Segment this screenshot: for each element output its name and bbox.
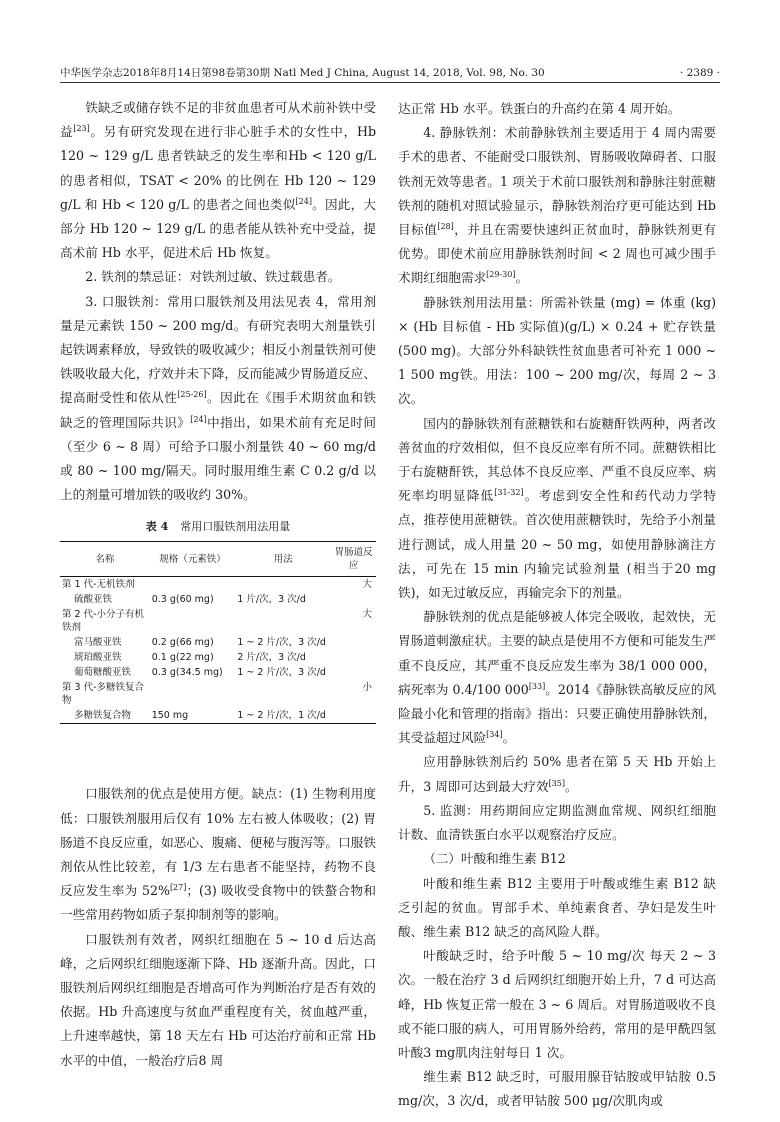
table-cell-usage: 1 片/次，3 次/d (237, 594, 306, 606)
paragraph: 静脉铁剂的优点是能够被人体完全吸收，起效快，无胃肠道刺激症状。主要的缺点是使用不方便和可能发生严重不良反应，其严重不良反应发生率为 38/1 000 000，病死率为 0.4/100 000[33]。2014《静脉铁高敏反应的风险最小化和管理的指南》指出：只要正确使用静脉铁剂，其受益超过风险[34]。 (398, 609, 716, 746)
table-cell-risk: 大 (362, 609, 372, 621)
column-header: 规格（元素铁） (159, 553, 226, 565)
table-cell-risk (331, 665, 376, 680)
table-row (60, 577, 376, 593)
table-cell-usage: 1 ~ 2 片/次，3 次/d (237, 637, 326, 649)
table-cell-risk (331, 635, 376, 650)
citation-ref: [31-32] (494, 488, 524, 498)
paragraph: 叶酸和维生素 B12 主要用于叶酸或维生素 B12 缺乏引起的贫血。胃部手术、单纯素食者、孕妇是发生叶酸、维生素 B12 缺乏的高风险人群。 (398, 875, 716, 939)
table-label: 表 4 (145, 520, 169, 534)
citation-ref: [25-26] (177, 390, 207, 400)
paragraph: 应用静脉铁剂后约 50% 患者在第 5 天 Hb 开始上升，3 周即可达到最大疗效[35]。 (398, 754, 716, 794)
section-heading: （二）叶酸和维生素 B12 (423, 851, 566, 867)
table-row (60, 592, 376, 607)
paragraph: 达正常 Hb 水平。铁蛋白的升高约在第 4 周开始。 (398, 101, 681, 116)
table-cell-usage (235, 577, 331, 593)
table-cell-usage: 1 ~ 2 片/次，1 次/d (237, 710, 326, 722)
table-row (60, 680, 376, 708)
citation-ref: [27] (169, 883, 187, 893)
citation-ref: [23] (73, 124, 90, 134)
table-cell-name: 葡萄糖酸亚铁 (74, 667, 132, 679)
left-column (60, 96, 376, 1073)
table-cell-risk: 大 (362, 579, 372, 591)
right-column (398, 97, 716, 1114)
citation-ref: [24] (190, 414, 207, 424)
citation-ref: [35] (548, 778, 565, 788)
table-cell-name: 多糖铁复合物 (74, 710, 132, 722)
table-cell-usage (235, 680, 331, 708)
paragraph: 国内的静脉铁剂有蔗糖铁和右旋糖酐铁两种，两者改善贫血的疗效相似，但不良反应率有所不同。蔗糖铁相比于右旋糖酐铁，其总体不良反应率、严重不良反应率、病死率均明显降低[31-32]。考虑到安全性和药代动力学特点，推荐使用蔗糖铁。首次使用蔗糖铁时，先给予小剂量进行测试，成人用量 20 ~ 50 mg，如使用静脉滴注方法，可先在 15 min 内输完试验剂量 (相当于20 mg铁)，如无过敏反应，再输完余下的剂量。 (398, 415, 717, 601)
paragraph: 铁缺乏或储存铁不足的非贫血患者可从术前补铁中受益[23]。另有研究发现在进行非心脏手术的女性中，Hb 120 ~ 129 g/L 患者铁缺乏的发生率和Hb < 120 g/L 的患者相似，TSAT < 20% 的比例在 Hb 120 ~ 129 g/L 和 Hb < 120 g/L 的患者之间也类似[24]。因此，大部分 Hb 120 ~ 129 g/L 的患者能从铁补充中受益，提高术前 Hb 水平，促进术后 Hb 恢复。 (60, 100, 377, 261)
table-title: 常用口服铁剂用法用量 (180, 520, 291, 534)
oral-iron-table (60, 541, 376, 724)
paragraph: 5. 监测：用药期间应定期监测血常规、网织红细胞计数、血清铁蛋白水平以观察治疗反应。 (398, 802, 716, 843)
running-header (60, 64, 720, 83)
table-row (60, 665, 376, 680)
table-cell-spec: 150 mg (151, 710, 189, 722)
paragraph: 叶酸缺乏时，给予叶酸 5 ~ 10 mg/次 每天 2 ~ 3 次。一般在治疗 3 d 后网织红细胞开始上升，7 d 可达高峰，Hb 恢复正常一般在 3 ~ 6 周后。对胃肠道吸收不良或不能口服的病人，可用胃肠外给药，常用的是甲酰四氢叶酸3 mg肌肉注射每日 1 次。 (398, 948, 716, 1060)
table-header-row (60, 542, 376, 577)
table-cell-risk (331, 650, 376, 665)
table-row (60, 708, 376, 724)
table-row (60, 635, 376, 650)
table-cell-spec (150, 680, 236, 708)
column-header: 胃肠道反应 (334, 547, 373, 572)
journal-citation: 中华医学杂志2018年8月14日第98卷第30期 Natl Med J China, August 14, 2018, Vol. 98, No. 30 (60, 67, 545, 79)
table-cell-spec: 0.2 g(66 mg) (151, 637, 214, 649)
paragraph: 3. 口服铁剂：常用口服铁剂及用法见表 4，常用剂量是元素铁 150 ~ 200 mg/d。有研究表明大剂量铁引起铁调素释放，导致铁的吸收减少；相反小剂量铁剂可使铁吸收最大化，疗效并未下降，反而能减少胃肠道反应、提高耐受性和依从性[25-26]。因此在《围手术期贫血和铁缺乏的管理国际共识》[24]中指出，如果术前有充足时间（至少 6 ~ 8 周）可给予口服小剂量铁 40 ~ 60 mg/d 或 80 ~ 100 mg/隔天。同时服用维生素 C 0.2 g/d 以上的剂量可增加铁的吸收约 30%。 (60, 293, 377, 503)
table-cell-usage (235, 607, 331, 635)
table-cell-usage: 2 片/次，3 次/d (237, 652, 306, 664)
table-cell-name: 硫酸亚铁 (74, 594, 113, 606)
column-header: 用法 (273, 553, 293, 565)
table-cell-usage: 1 ~ 2 片/次，3 次/d (237, 667, 326, 679)
paragraph: 维生素 B12 缺乏时，可服用腺苷钴胺或甲钴胺 0.5 mg/次，3 次/d，或者甲钴胺 500 μg/次肌肉或 (398, 1069, 716, 1109)
paragraph: 静脉铁剂用法用量：所需补铁量 (mg) = 体重 (kg) × (Hb 目标值 - Hb 实际值)(g/L) × 0.24 + 贮存铁量 (500 mg)。大部分外科缺铁性贫血患者可补充 1 000 ~ 1 500 mg铁。用法：100 ~ 200 mg/次，每周 2 ~ 3 次。 (398, 294, 716, 407)
table-cell-risk: 小 (362, 682, 372, 694)
table-caption (60, 519, 376, 535)
page-number: · 2389 · (679, 67, 720, 79)
paragraph: 口服铁剂的优点是使用方便。缺点：(1) 生物利用度低：口服铁剂服用后仅有 10% 左右被人体吸收；(2) 胃肠道不良反应重，如恶心、腹痛、便秘与腹泻等。口服铁剂依从性比较差，有 1/3 左右患者不能坚持，药物不良反应发生率为 52%[27]；(3) 吸收受食物中的铁螯合物和一些常用药物如质子泵抑制剂等的影响。 (60, 786, 376, 923)
citation-ref: [34] (486, 730, 503, 740)
column-header: 名称 (95, 553, 115, 565)
table-cell-risk (331, 708, 376, 724)
table-cell-spec (150, 577, 236, 593)
table-row (60, 650, 376, 665)
table-cell-name: 琥珀酸亚铁 (74, 652, 122, 664)
paragraph: 4. 静脉铁剂：术前静脉铁剂主要适用于 4 周内需要手术的患者、不能耐受口服铁剂、胃肠吸收障碍者、口服铁剂无效等患者。1 项关于术前口服铁剂和静脉注射蔗糖铁剂的随机对照试验显示，静脉铁剂治疗更可能达到 Hb 目标值[28]，并且在需要快速纠正贫血时，静脉铁剂更有优势。即使术前应用静脉铁剂时间 < 2 周也可减少围手术期红细胞需求[29-30]。 (398, 125, 717, 286)
citation-ref: [28] (437, 221, 454, 231)
paragraph: 口服铁剂有效者，网织红细胞在 5 ~ 10 d 后达高峰，之后网织红细胞逐渐下降、Hb 逐渐升高。因此，口服铁剂后网织红细胞是否增高可作为判断治疗是否有效的依据。Hb 升高速度与贫血严重程度有关，贫血越严重，上升速率越快，第 18 天左右 Hb 可达治疗前和正常 Hb 水平的中值，一般治疗后8 周 (60, 931, 376, 1068)
table-row (60, 607, 376, 635)
table-cell-risk (331, 592, 376, 607)
table-cell-spec: 0.1 g(22 mg) (151, 652, 214, 664)
table-cell-name: 富马酸亚铁 (74, 637, 122, 649)
table-cell-spec (150, 607, 236, 635)
citation-ref: [24] (295, 196, 312, 206)
table-cell-spec: 0.3 g(60 mg) (151, 594, 214, 606)
table-cell-spec: 0.3 g(34.5 mg) (151, 667, 223, 679)
citation-ref: [29-30] (486, 270, 516, 280)
table-cell-name: 第 3 代-多糖铁复合物 (62, 682, 145, 707)
citation-ref: [33] (528, 681, 546, 691)
table-cell-name: 第 2 代-小分子有机铁剂 (62, 609, 145, 634)
paragraph: 2. 铁剂的禁忌证：对铁剂过敏、铁过载患者。 (85, 269, 341, 285)
table-cell-name: 第 1 代-无机铁剂 (62, 579, 135, 591)
